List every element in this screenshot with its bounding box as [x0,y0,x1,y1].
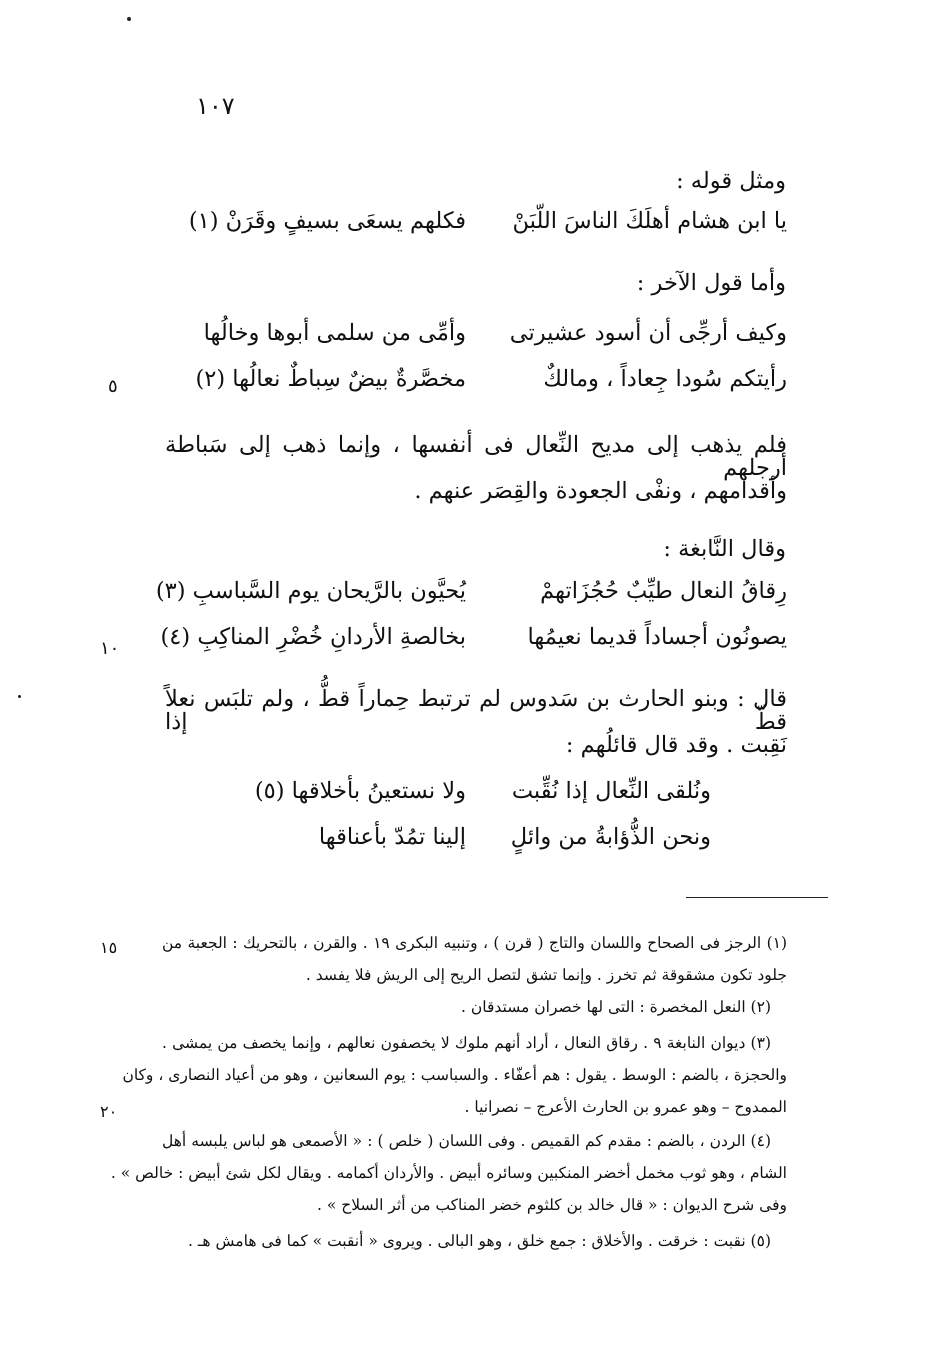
verse-hemistich-left: إلينا تمُدّ بأعناقها [318,824,466,850]
footnote-line: (١) الرجز فى الصحاح واللسان والتاج ( قرن ) ، وتنبيه البكرى ١٩ . والقرن ، بالتحريك : الجعبة من [162,934,788,952]
line-number: ٢٠ [100,1102,118,1121]
verse-hemistich-right: رِقاقُ النعال طيِّبٌ حُجُزَاتهمْ [540,578,787,604]
ink-speck [18,695,21,698]
prose-line: وأقدامهم ، ونفْى الجعودة والقِصَر عنهم . [414,478,787,504]
prose-line: نَقِبت . وقد قال قائلُهم : [565,732,787,758]
footnote-line: والحجزة ، بالضم : الوسط . يقول : هم أعفّاء . والسباسب : يوم السعانين ، وهو من أعياد النصارى ، وكان [122,1066,787,1084]
ink-speck [127,17,131,21]
prose-line: قال : وبنو الحارث بن سَدوس لم ترتبط حِماراً قطُّ ، ولم تلبَس نعلاً قطّ إذا [165,686,787,735]
verse-hemistich-left: مخصَّرةٌ بيضٌ سِباطٌ نعالُها (٢) [195,366,466,392]
verse-hemistich-left: فكلهم يسعَى بسيفٍ وقَرَنْ (١) [188,208,466,234]
intro-line: وقال النَّابغة : [663,536,786,562]
footnote-line: (٣) ديوان النابغة ٩ . رقاق النعال ، أراد أنهم ملوك لا يخصفون نعالهم ، وإنما يخصف من يمشى . [162,1034,771,1052]
footnote-line: جلود تكون مشقوقة ثم تخرز . وإنما تشق لتصل الريح إلى الريش فلا يفسد . [305,966,787,984]
verse-hemistich-right: يصونُون أجساداً قديما نعيمُها [527,624,787,650]
line-number: ١٥ [100,938,118,957]
verse-hemistich-right: وكيف أرجِّى أن أسود عشيرتى [509,320,787,346]
footnote-line: (٥) نقبت : خرقت . والأخلاق : جمع خلق ، وهو البالى . ويروى « أنقبت » كما فى هامش هـ . [188,1232,771,1250]
verse-hemistich-right: ونُلقى النِّعال إذا نُقِّبت [511,778,711,804]
verse-hemistich-right: ونحن الذُّؤابةُ من وائلٍ [510,824,711,850]
footnote-line: (٢) النعل المخصرة : التى لها خصران مستدقان . [461,998,771,1016]
verse-hemistich-left: يُحيَّون بالرَّيحان يوم السَّباسبِ (٣) [155,578,466,604]
intro-line: ومثل قوله : [676,168,786,194]
verse-hemistich-right: رأيتكم سُودا جِعاداً ، ومالكٌ [543,366,787,392]
line-number: ٥ [108,376,118,397]
footnote-line: (٤) الردن ، بالضم : مقدم كم القميص . وفى اللسان ( خلص ) : « الأصمعى هو لباس يلبسه أهل [162,1132,771,1150]
verse-hemistich-right: يا ابن هشام أهلَكَ الناسَ اللّبَنْ [512,208,787,234]
verse-hemistich-left: وأمِّى من سلمى أبوها وخالُها [203,320,466,346]
footnote-line: الممدوح – وهو عمرو بن الحارث الأعرج – نصرانيا . [464,1098,787,1116]
verse-hemistich-left: بخالصةِ الأردانِ خُضْرِ المناكِبِ (٤) [160,624,466,650]
footnote-line: وفى شرح الديوان : « قال خالد بن كلثوم خضر المناكب من أثر السلاح » . [317,1196,787,1214]
intro-line: وأما قول الآخر : [636,270,786,296]
footnote-line: الشام ، وهو ثوب مخمل أخضر المنكبين وسائره أبيض . والأردان أكمامه . ويقال لكل شئ أبيض : خالص » . [110,1164,787,1182]
verse-hemistich-left: ولا نستعينُ بأخلاقها (٥) [254,778,466,804]
line-number: ١٠ [100,638,120,659]
page-number: ١٠٧ [196,92,235,120]
prose-line: فلم يذهب إلى مديح النِّعال فى أنفسها ، وإنما ذهب إلى سَباطة أرجلهم [165,432,787,481]
footnote-separator [686,897,828,898]
